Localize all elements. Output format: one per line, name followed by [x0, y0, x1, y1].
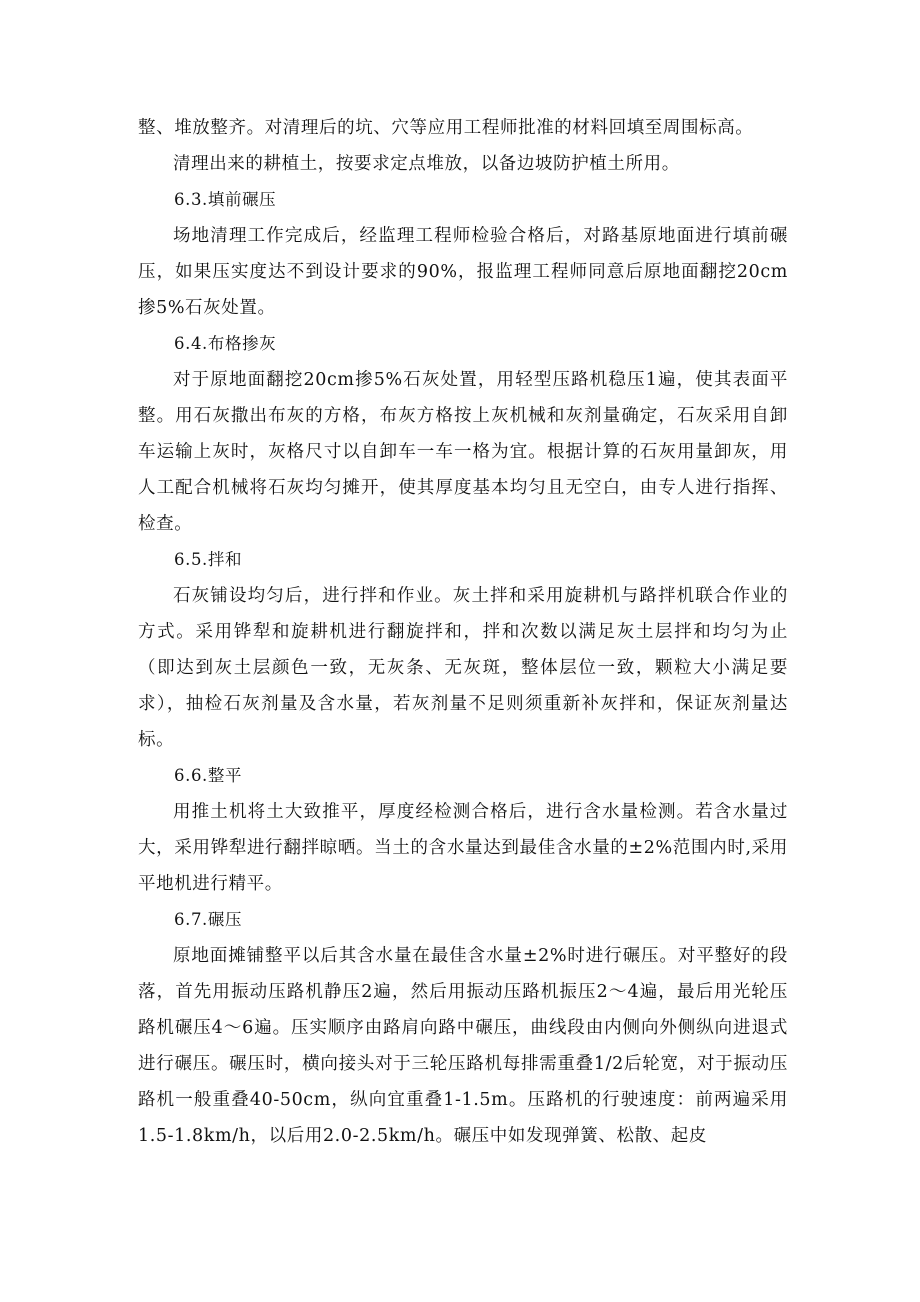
paragraph-mixing: 石灰铺设均匀后，进行拌和作业。灰土拌和采用旋耕机与路拌机联合作业的方式。采用铧犁和旋耕机进行翻旋拌和，拌和次数以满足灰土层拌和均匀为止（即达到灰土层颜色一致，无灰条、无灰斑，整体层位一致，颗粒大小满足要求），抽检石灰剂量及含水量，若灰剂量不足则须重新补灰拌和，保证灰剂量达标。 — [138, 586, 788, 750]
section-heading-6-4: 6.4.布格掺灰 — [174, 334, 277, 353]
paragraph-topsoil: 清理出来的耕植土，按要求定点堆放，以备边坡防护植土所用。 — [173, 154, 680, 174]
document-body — [138, 110, 788, 1154]
paragraph-rolling: 原地面摊铺整平以后其含水量在最佳含水量±2%时进行碾压。对平整好的段落，首先用振动压路机静压2遍，然后用振动压路机振压2～4遍，最后用光轮压路机碾压4～6遍。压实顺序由路肩向路中碾压，曲线段由内侧向外侧纵向进退式进行碾压。碾压时，横向接头对于三轮压路机每排需重叠1/2后轮宽，对于振动压路机一般重叠40-50cm，纵向宜重叠1-1.5m。压路机的行驶速度：前两遍采用1.5-1.8km/h，以后用2.0-2.5km/h。碾压中如发现弹簧、松散、起皮 — [138, 946, 788, 1146]
section-heading-6-7: 6.7.碾压 — [174, 910, 243, 929]
paragraph-leveling: 用推土机将土大致推平，厚度经检测合格后，进行含水量检测。若含水量过大，采用铧犁进行翻拌晾晒。当土的含水量达到最佳含水量的±2%范围内时,采用平地机进行精平。 — [138, 802, 788, 894]
paragraph-lime-grid: 对于原地面翻挖20cm掺5%石灰处置，用轻型压路机稳压1遍，使其表面平整。用石灰撒出布灰的方格，布灰方格按上灰机械和灰剂量确定，石灰采用自卸车运输上灰时，灰格尺寸以自卸车一车一格为宜。根据计算的石灰用量卸灰，用人工配合机械将石灰均匀摊开，使其厚度基本均匀且无空白，由专人进行指挥、检查。 — [138, 370, 788, 534]
section-heading-6-6: 6.6.整平 — [174, 766, 243, 785]
section-heading-6-5: 6.5.拌和 — [174, 550, 243, 569]
section-heading-6-3: 6.3.填前碾压 — [174, 190, 277, 209]
paragraph-pre-fill-compaction: 场地清理工作完成后，经监理工程师检验合格后，对路基原地面进行填前碾压，如果压实度达不到设计要求的90%，报监理工程师同意后原地面翻挖20cm掺5%石灰处置。 — [138, 226, 788, 318]
paragraph-continued: 整、堆放整齐。对清理后的坑、穴等应用工程师批准的材料回填至周围标高。 — [138, 118, 754, 138]
